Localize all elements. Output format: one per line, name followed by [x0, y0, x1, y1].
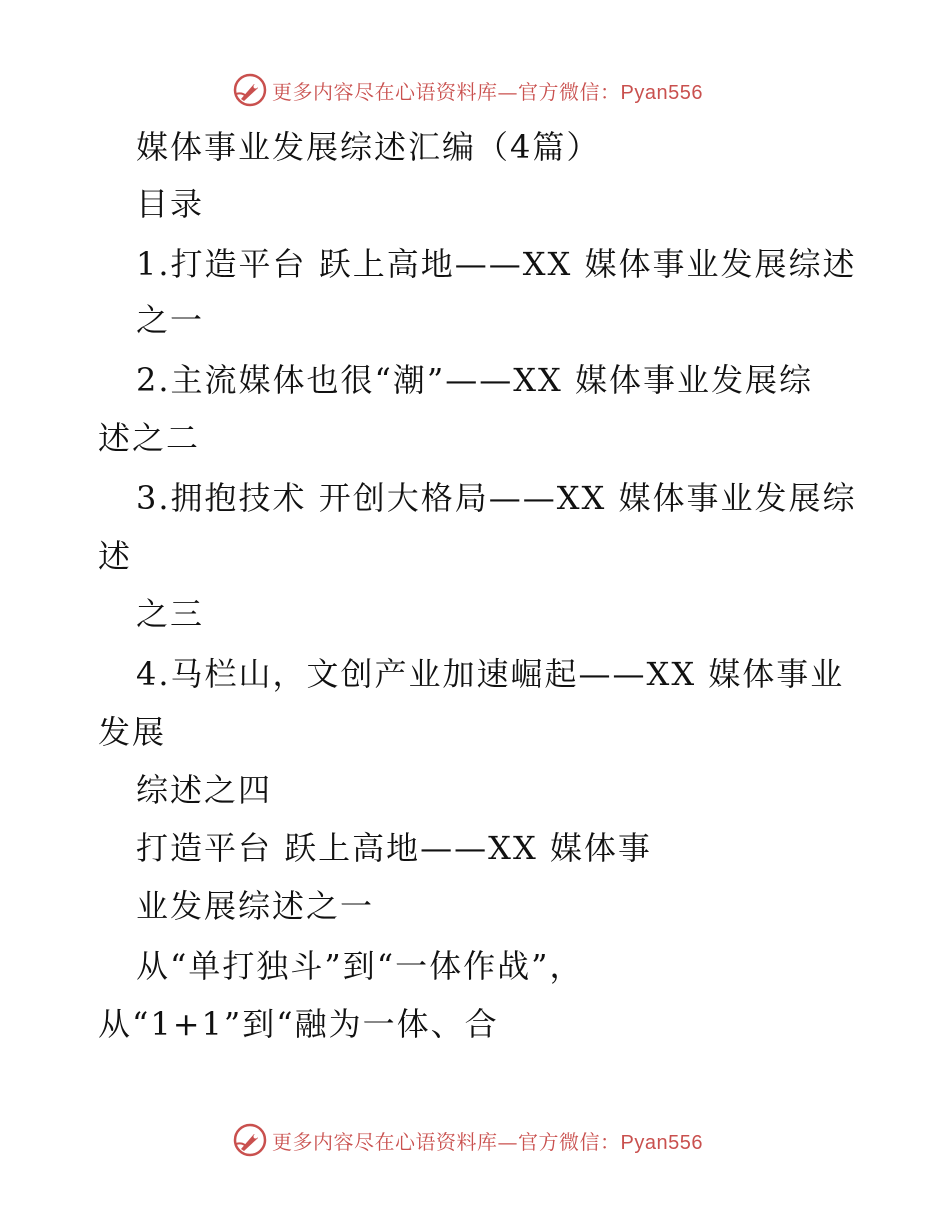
footer-watermark: [232, 1122, 703, 1158]
pen-nib-logo-icon: [232, 1122, 268, 1158]
toc-line: 述: [98, 537, 133, 575]
toc-line: 综述之四: [136, 771, 273, 809]
watermark-text: 更多内容尽在心语资料库—官方微信：Pyan556: [272, 79, 703, 104]
watermark-wechat-id: Pyan556: [620, 81, 703, 104]
toc-line: 之一: [136, 301, 205, 339]
watermark-wechat-id: Pyan556: [620, 1131, 703, 1154]
toc-line: 4.马栏山，文创产业加速崛起——XX 媒体事业: [136, 655, 845, 693]
body-paragraph-line: 从“1+1”到“融为一体、合: [98, 1005, 499, 1043]
header-watermark: [232, 72, 703, 108]
section-title: 打造平台 跃上高地——XX 媒体事: [136, 829, 652, 867]
toc-line: 3.拥抱技术 开创大格局——XX 媒体事业发展综: [136, 479, 857, 517]
toc-line: 之三: [136, 595, 205, 633]
toc-line: 述之二: [98, 419, 201, 457]
toc-line: 2.主流媒体也很“潮”——XX 媒体事业发展综: [136, 361, 813, 399]
toc-line: 1.打造平台 跃上高地——XX 媒体事业发展综述: [136, 245, 857, 283]
document-title: 媒体事业发展综述汇编（4篇）: [136, 128, 601, 166]
toc-line: 发展: [98, 713, 167, 751]
section-title: 业发展综述之一: [136, 887, 375, 925]
pen-nib-logo-icon: [232, 72, 268, 108]
toc-heading: 目录: [136, 185, 205, 223]
body-paragraph-line: 从“单打独斗”到“一体作战”，: [136, 947, 584, 985]
watermark-text: 更多内容尽在心语资料库—官方微信：Pyan556: [272, 1129, 703, 1154]
